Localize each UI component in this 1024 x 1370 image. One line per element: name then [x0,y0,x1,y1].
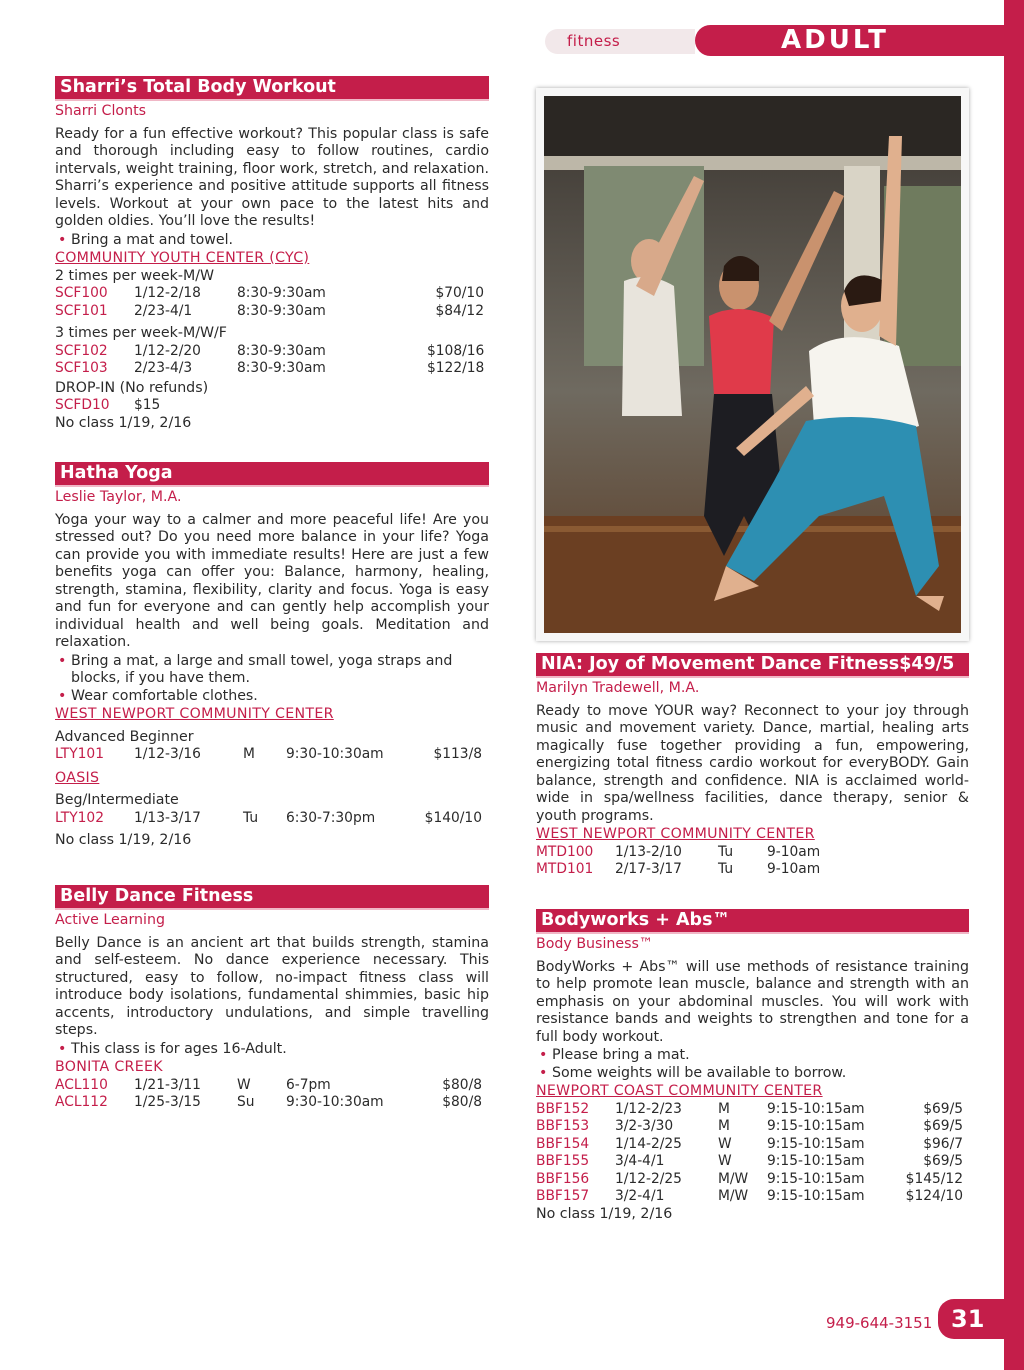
fee: $84/12 [435,302,484,319]
fee: $70/10 [435,285,484,301]
fee: $124/10 [905,1188,963,1204]
dates: 2/23-4/3 [134,360,193,376]
course-code: BBF154 [536,1135,590,1152]
bullet-list [55,1041,489,1059]
class-title: NIA: Joy of Movement Dance Fitness$49/5 [536,653,969,678]
course-code: SCF103 [55,360,108,376]
fee: $69/5 [923,1153,963,1169]
day: M [718,1100,730,1117]
class-photo-frame [536,88,969,641]
section-label-adult: ADULT [695,25,1005,56]
yoga-class-illustration [544,96,961,633]
time: 9:15-10:15am [767,1100,865,1117]
time: 9:15-10:15am [767,1188,865,1204]
schedule-table [55,1077,482,1112]
fee: $69/5 [923,1100,963,1117]
course-code: BBF153 [536,1118,590,1134]
table-row [536,844,897,862]
table-row [536,1171,963,1189]
bullet-item: • Bring a mat and towel. [55,232,489,250]
course-code: ACL112 [55,1094,108,1110]
dates: 1/12-2/25 [615,1170,682,1187]
course-code: SCF100 [55,285,108,301]
schedule-group: 3 times per week-M/W/F [55,325,227,341]
dates: 1/12-2/18 [134,285,201,301]
class-bodyworks [536,909,969,1223]
table-row [55,1094,482,1112]
table-row [55,397,160,415]
class-description: Belly Dance is an ancient art that builds strength, stamina and self-esteem. No dance experience necessary. This structured, easy to follow, no-impact fitness class will introduce body isolations, fundamental shimmies, basic hip accents, introductory undulations, and simple travelling steps. [55,934,489,1038]
time: 8:30-9:30am [237,302,326,319]
fee: $80/8 [442,1076,482,1093]
dates: 1/12-3/16 [134,746,201,762]
bullet-item: • Please bring a mat. [536,1047,969,1065]
location-link[interactable]: COMMUNITY YOUTH CENTER (CYC) [55,250,310,266]
day: W [718,1135,732,1152]
day: Tu [243,809,259,826]
day: M/W [718,1188,749,1204]
time: 9-10am [767,861,821,877]
time: 9-10am [767,843,821,860]
location-link[interactable]: NEWPORT COAST COMMUNITY CENTER [536,1083,823,1099]
dates: 1/12-2/23 [615,1100,682,1117]
footer-phone: 949-644-3151 [826,1314,933,1332]
dates: 1/13-2/10 [615,843,682,860]
table-row [536,1118,963,1136]
dates: 2/17-3/17 [615,861,682,877]
bullet-item: • Bring a mat, a large and small towel, yoga straps and blocks, if you have them. [55,653,489,688]
no-class-note: No class 1/19, 2/16 [536,1205,673,1222]
table-row [536,1101,963,1119]
dropin-table [55,397,160,415]
dates: 1/13-3/17 [134,809,201,826]
fee: $69/5 [923,1118,963,1134]
time: 8:30-9:30am [237,360,326,376]
schedule-table [55,285,484,320]
day: M/W [718,1170,749,1187]
fee: $145/12 [905,1170,963,1187]
schedule-group: 2 times per week-M/W [55,267,215,284]
bullet-list [536,1047,969,1082]
bullet-item: • Some weights will be available to borrow. [536,1065,969,1083]
schedule-table [536,844,897,879]
course-code: MTD101 [536,861,594,877]
table-row [55,1077,482,1095]
table-row [55,303,484,321]
course-code: BBF152 [536,1100,590,1117]
schedule-table [55,746,482,764]
table-row [55,343,484,361]
fee: $113/8 [433,746,482,762]
dates: 3/2-3/30 [615,1118,674,1134]
level-label: Beg/Intermediate [55,792,179,808]
class-sharri [55,76,489,432]
page-number: 31 [938,1299,1024,1339]
fee: $15 [134,397,161,413]
dates: 1/21-3/11 [134,1076,201,1093]
course-code: MTD100 [536,843,594,860]
day: M [243,746,255,762]
bullet-list [55,653,489,706]
time: 8:30-9:30am [237,285,326,301]
time: 6:30-7:30pm [286,809,376,826]
course-code: SCF101 [55,302,108,319]
dates: 1/25-3/15 [134,1094,201,1110]
time: 6-7pm [286,1076,331,1093]
class-description: BodyWorks + Abs™ will use methods of resistance training to help promote lean muscle, balance and strength with an emphasis on your abdominal muscles. You will work with resistance bands and weights to strengthen and tone for a full body workout. [536,958,969,1045]
bullet-list [55,232,489,250]
course-code: SCF102 [55,342,108,359]
table-row [536,1153,963,1171]
schedule-table [55,810,482,828]
course-code: BBF156 [536,1170,590,1187]
time: 8:30-9:30am [237,342,326,359]
level-label: Advanced Beginner [55,728,194,745]
day: Tu [718,843,734,860]
instructor: Active Learning [55,912,165,928]
schedule-table [536,1101,963,1206]
table-row [55,285,484,303]
time: 9:15-10:15am [767,1170,865,1187]
dates: 3/2-4/1 [615,1188,665,1204]
fee: $108/16 [427,342,485,359]
table-row [536,861,897,879]
fee: $140/10 [424,809,482,826]
instructor: Sharri Clonts [55,103,147,119]
bullet-item: • Wear comfortable clothes. [55,688,489,706]
course-code: BBF157 [536,1188,590,1204]
table-row [55,746,482,764]
yoga-class-photo [544,96,961,633]
no-class-note: No class 1/19, 2/16 [55,832,192,848]
class-title: Belly Dance Fitness [55,885,489,910]
course-code: LTY102 [55,809,104,826]
class-description: Ready to move YOUR way? Reconnect to your joy through music and movement variety. Dance, martial, healing arts magically fuse together providing a fun, empowering, energizing total fitness cardio workout for everyBODY. Gain balance, strength and confidence. NIA is acclaimed world-wide in spa/wellness facilities, dance therapy, senior & youth programs. [536,702,969,824]
instructor: Leslie Taylor, M.A. [55,489,182,505]
table-row [536,1136,963,1154]
instructor: Marilyn Tradewell, M.A. [536,680,700,696]
dropin-label: DROP-IN (No refunds) [55,379,209,396]
location-link[interactable]: OASIS [55,769,100,786]
fee: $122/18 [427,360,485,376]
class-title: Sharri’s Total Body Workout [55,76,489,101]
table-row [55,810,482,828]
table-row [55,360,484,378]
table-row [536,1188,963,1206]
fee: $96/7 [923,1135,963,1152]
class-belly-dance [55,885,489,1112]
class-description: Yoga your way to a calmer and more peaceful life! Are you stressed out? Do you need more balance in your life? Yoga can provide you with immediate results! Here are just a few benefits yoga can offer you: Balance, harmony, healing, strength, stamina, flexibility, clarity and focus. Yoga is easy and fun for everyone and can gently help accomplish your individual health and well being goals. Meditation and relaxation. [55,511,489,650]
time: 9:15-10:15am [767,1153,865,1169]
course-code: SCFD10 [55,397,110,413]
bullet-item: • This class is for ages 16-Adult. [55,1041,489,1059]
class-title: Bodyworks + Abs™ [536,909,969,934]
section-label-fitness: fitness [545,29,695,54]
dates: 2/23-4/1 [134,302,193,319]
day: W [718,1153,732,1169]
day: Su [237,1094,255,1110]
day: W [237,1076,251,1093]
time: 9:15-10:15am [767,1118,865,1134]
class-nia [536,653,969,879]
dates: 1/14-2/25 [615,1135,682,1152]
time: 9:30-10:30am [286,746,384,762]
dates: 3/4-4/1 [615,1153,665,1169]
page-edge-bar [1004,0,1024,1370]
location-link[interactable]: WEST NEWPORT COMMUNITY CENTER [536,826,815,842]
day: M [718,1118,730,1134]
no-class-note: No class 1/19, 2/16 [55,414,192,431]
course-code: BBF155 [536,1153,590,1169]
schedule-table [55,343,484,378]
course-code: LTY101 [55,746,104,762]
time: 9:15-10:15am [767,1135,865,1152]
dates: 1/12-2/20 [134,342,201,359]
instructor: Body Business™ [536,936,654,952]
class-hatha-yoga [55,462,489,850]
location-link[interactable]: WEST NEWPORT COMMUNITY CENTER [55,706,334,722]
day: Tu [718,861,734,877]
fee: $80/8 [442,1094,482,1110]
class-title: Hatha Yoga [55,462,489,487]
time: 9:30-10:30am [286,1094,384,1110]
course-code: ACL110 [55,1076,108,1093]
location-label: BONITA CREEK [55,1059,163,1075]
class-description: Ready for a fun effective workout? This popular class is safe and thorough including easy to follow routines, cardio intervals, weight training, floor work, stretch, and relaxation. Sharri’s experience and positive attitude supports all fitness levels. Workout at your own pace to the latest hits and golden oldies. You’ll love the results! [55,125,489,229]
